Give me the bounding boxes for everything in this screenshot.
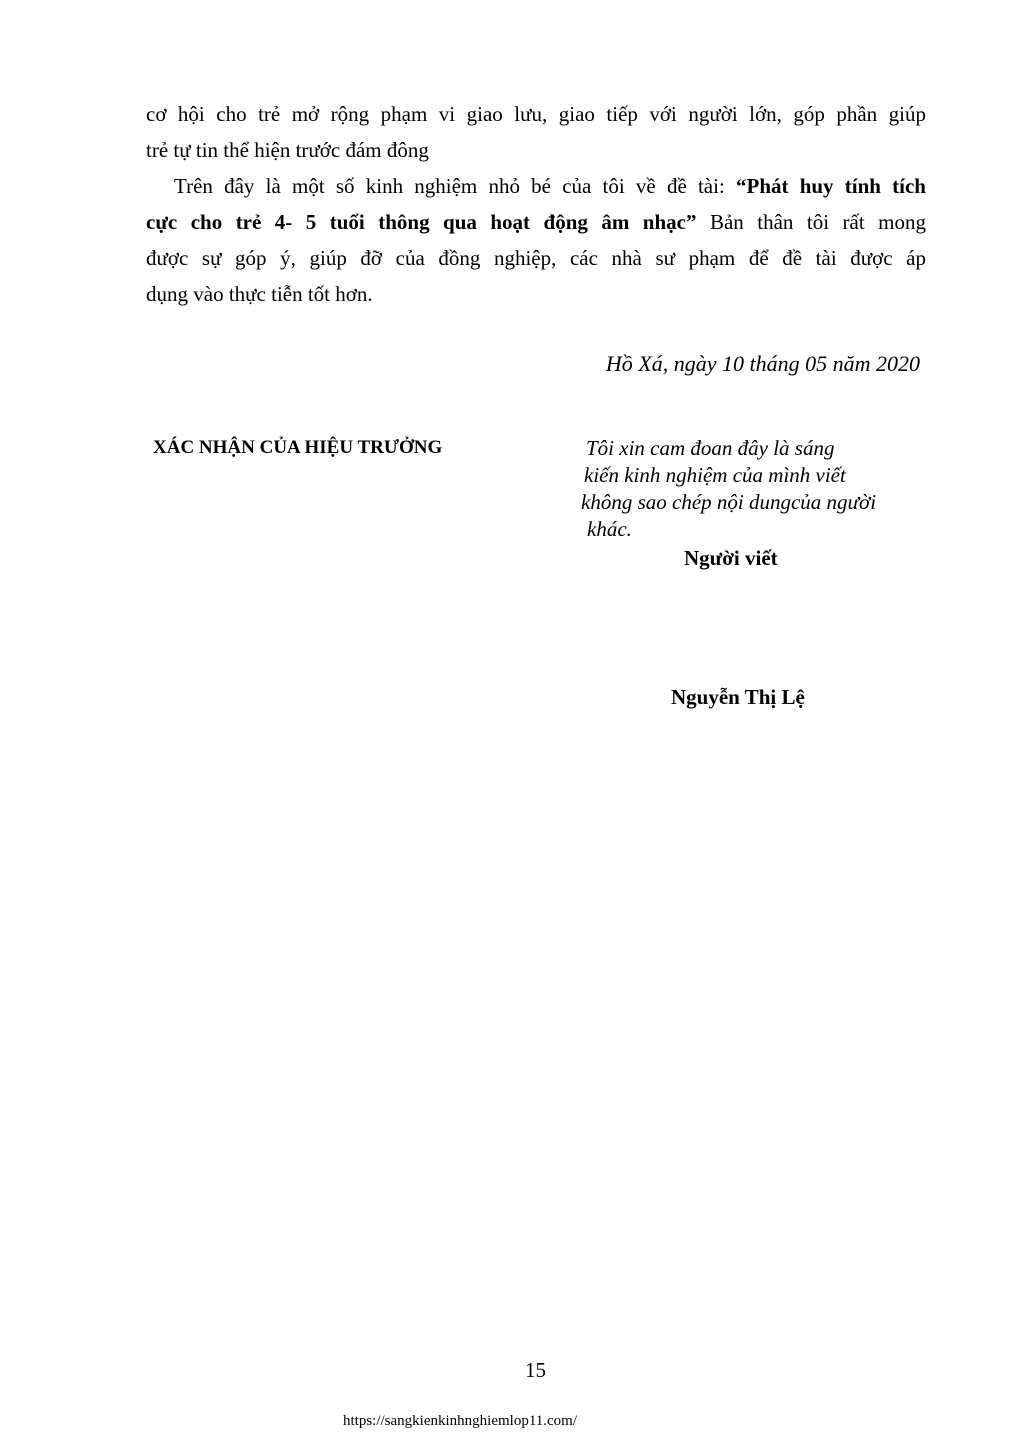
date-line: Hồ Xá, ngày 10 tháng 05 năm 2020: [605, 351, 920, 376]
declaration-line-3: không sao chép nội dungcủa người: [581, 490, 877, 514]
paragraph-1-line-1: cơ hội cho trẻ mở rộng phạm vi giao lưu, giao tiếp với người lớn, góp phần giúp: [146, 102, 926, 126]
paragraph-2-line-1: [174, 168, 926, 204]
footer-url: https://sangkienkinhnghiemlop11.com/: [343, 1413, 578, 1429]
declaration-line-1: Tôi xin cam đoan đây là sáng: [586, 436, 835, 460]
paragraph-2-rest: Bản thân tôi rất mong: [696, 210, 926, 234]
page-number: 15: [525, 1358, 546, 1382]
principal-confirmation-heading: XÁC NHẬN CỦA HIỆU TRƯỞNG: [153, 437, 443, 458]
topic-title-part-1: “Phát huy tính tích: [736, 174, 926, 198]
writer-name: Nguyễn Thị Lệ: [671, 685, 805, 709]
paragraph-2-intro: Trên đây là một số kinh nghiệm nhỏ bé của tôi về đề tài:: [174, 174, 736, 198]
writer-label: Người viết: [684, 546, 778, 570]
paragraph-2-line-3: được sự góp ý, giúp đỡ của đồng nghiệp, các nhà sư phạm để đề tài được áp: [146, 246, 926, 270]
declaration-line-4: khác.: [587, 517, 632, 541]
paragraph-2-line-4: dụng vào thực tiễn tốt hơn.: [146, 282, 373, 306]
topic-title-part-2: cực cho trẻ 4- 5 tuổi thông qua hoạt động âm nhạc”: [146, 210, 697, 234]
paragraph-2-line-2: [146, 204, 926, 240]
paragraph-1-line-2: trẻ tự tin thể hiện trước đám đông: [146, 138, 429, 162]
declaration-line-2: kiến kinh nghiệm của mình viết: [584, 463, 846, 487]
